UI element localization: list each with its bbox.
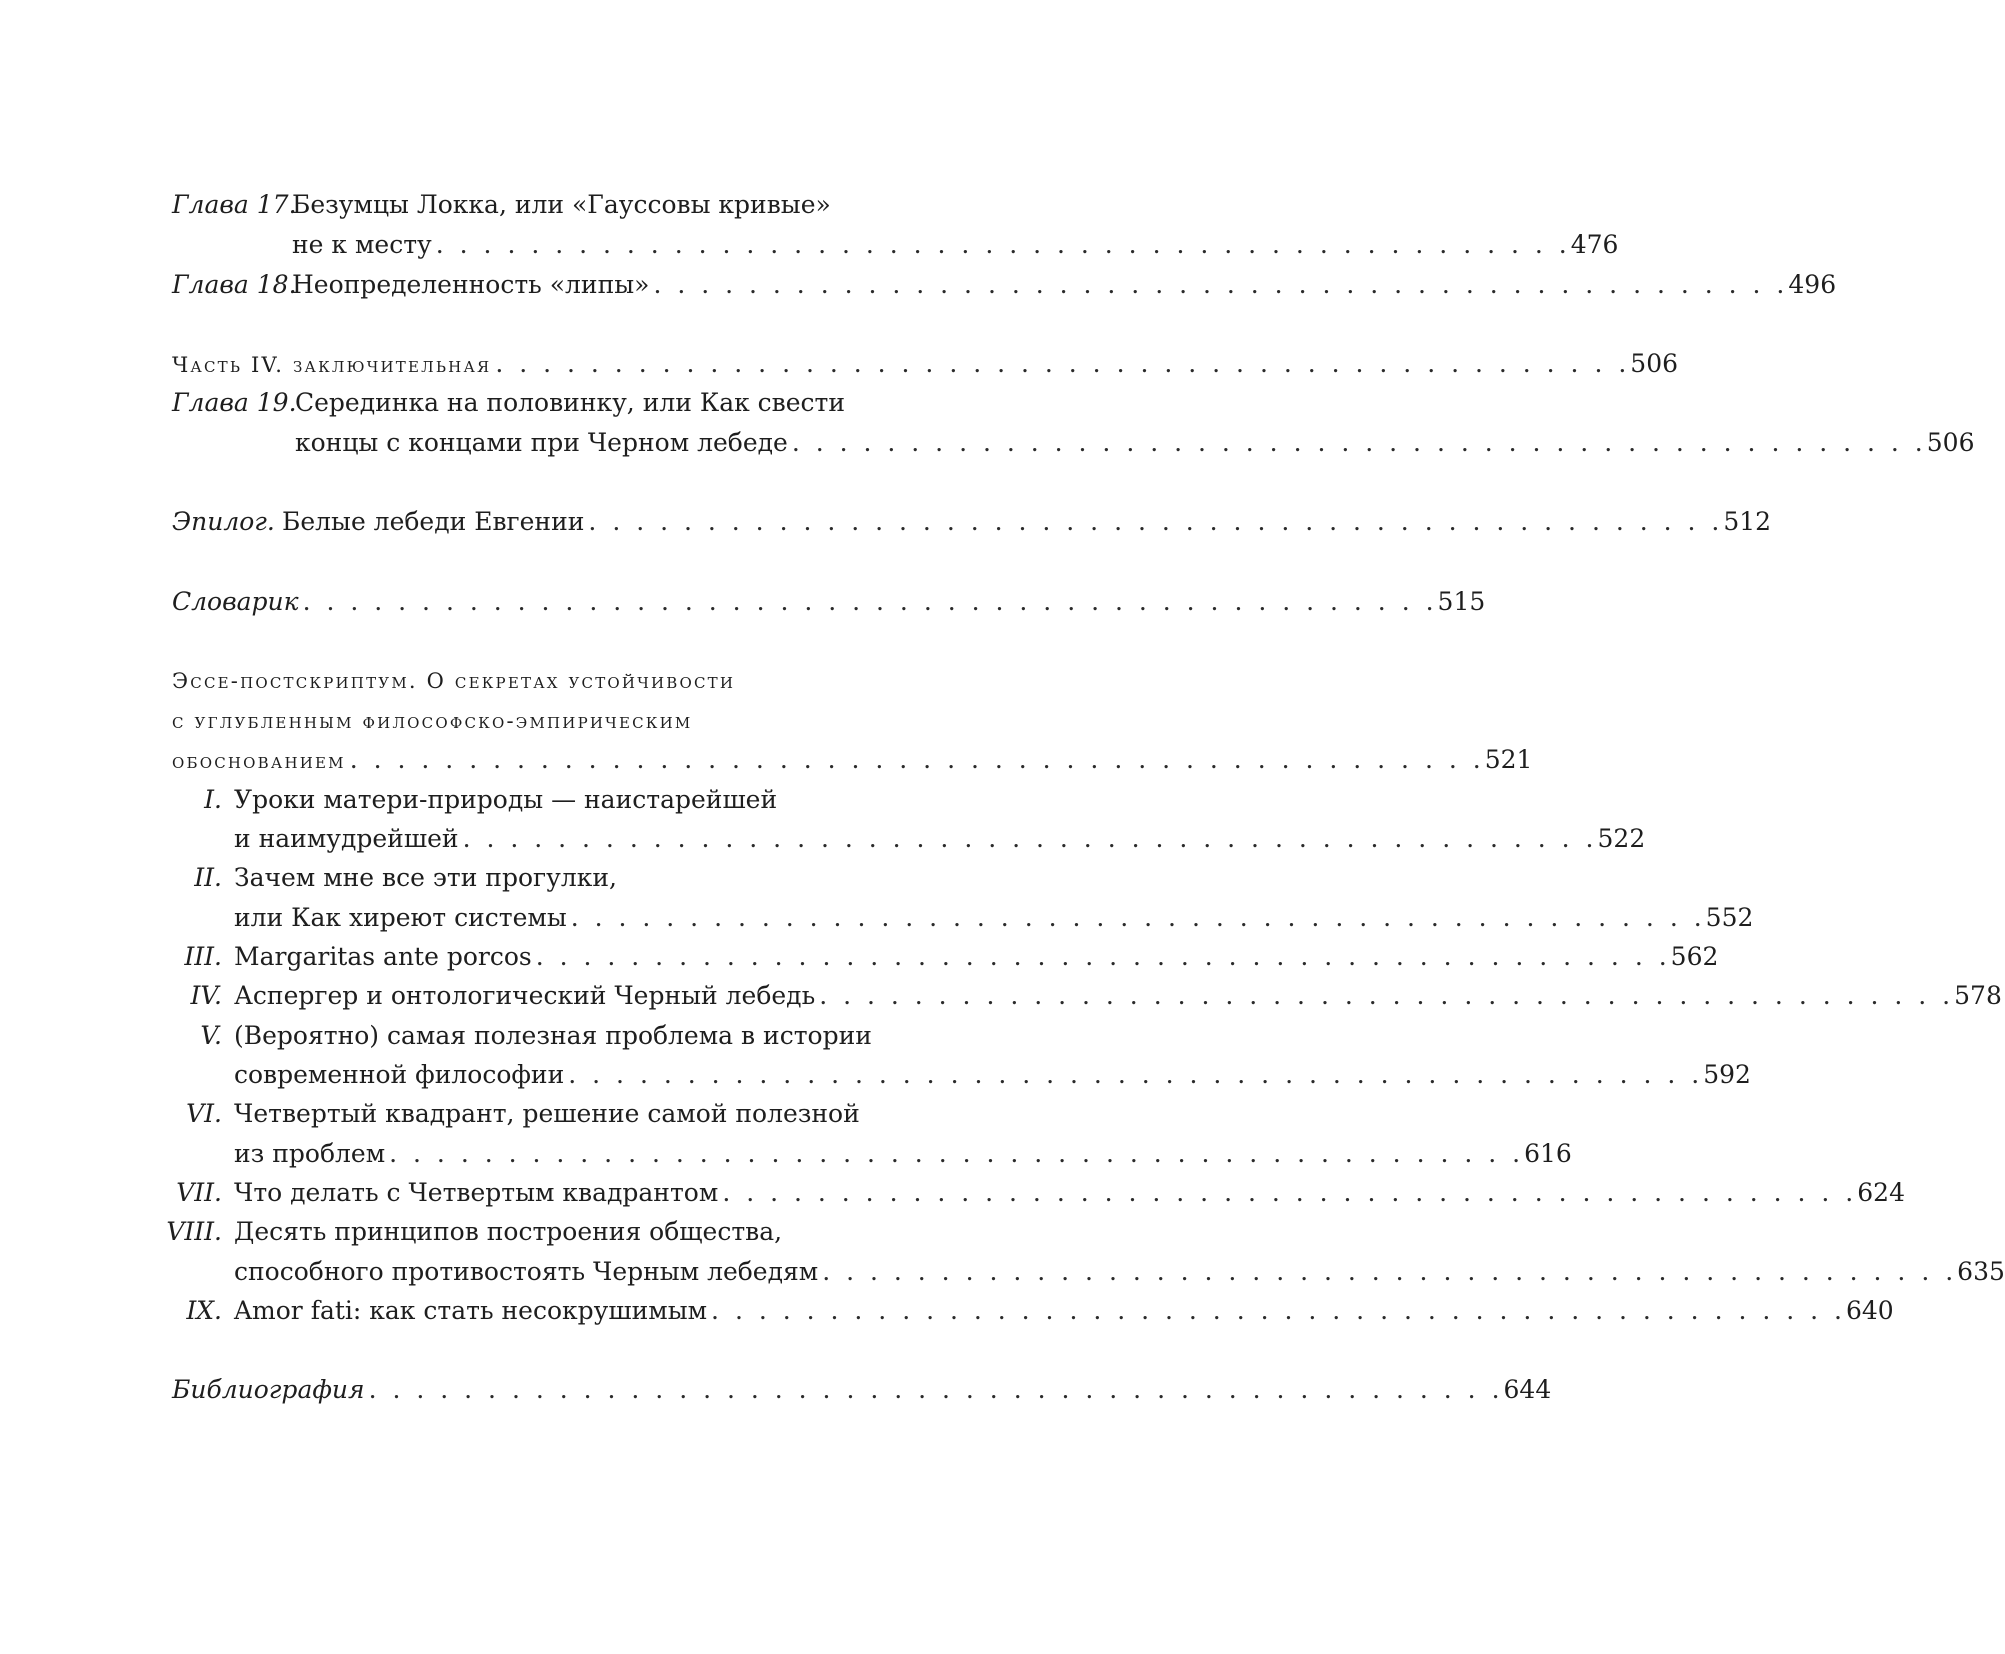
toc-entry-essay-IV [0,976,2002,1016]
page-number: 506 [1630,349,1679,378]
entry-title: Белые лебеди Евгении [282,507,585,536]
chapter-prefix: Эпилог. [172,507,275,536]
chapter-prefix: Глава 19. [172,388,297,417]
leader-dots: . . . . . . . . . . . . . . . . . . . . . . . . . . . . . . . . . . . . . . . . . . . . . . . . [389,1139,1525,1168]
page-number: 552 [1705,903,1754,932]
page-number: 521 [1484,745,1533,774]
page-number: 562 [1670,942,1719,971]
entry-title: современной философии [234,1060,565,1089]
entry-title: не к месту [292,230,432,259]
entry-title: способного противостоять Черным лебедям [234,1257,819,1286]
toc-entry-essay-V [0,1016,1024,1056]
entry-title: Безумцы Локка, или «Гауссовы кривые» [292,190,831,219]
entry-title: и наимудрейшей [234,824,459,853]
page-number: 515 [1437,587,1486,616]
toc-entry-essay-IX [0,1291,1894,1331]
page-number: 476 [1570,230,1619,259]
entry-title: из проблем [234,1139,386,1168]
entry-title: Зачем мне все эти прогулки, [234,863,617,892]
toc-entry-essay-VI-cont [0,1134,1572,1174]
toc-entry-essay-VIII-cont [0,1252,2005,1292]
toc-entry-essay-VIII [0,1212,1024,1252]
entry-title: Серединка на половинку, или Как свести [295,388,846,417]
page-number: 506 [1926,428,1975,457]
toc-entry-essay-II-cont [0,898,1754,938]
toc-entry-essay-cont [0,701,1024,741]
leader-dots: . . . . . . . . . . . . . . . . . . . . . . . . . . . . . . . . . . . . . . . . . . . . . . . . [568,1060,1704,1089]
leader-dots: . . . . . . . . . . . . . . . . . . . . . . . . . . . . . . . . . . . . . . . . . . . . . . . . [819,981,1955,1010]
entry-title: Аспергер и онтологический Черный лебедь [234,981,816,1010]
entry-title: (Вероятно) самая полезная проблема в истории [234,1021,872,1050]
toc-entry-bibliography [0,1370,1552,1410]
entry-title: Библиография [172,1375,365,1404]
page-number: 496 [1788,270,1837,299]
leader-dots: . . . . . . . . . . . . . . . . . . . . . . . . . . . . . . . . . . . . . . . . . . . . . . . . [711,1296,1846,1325]
entry-title: Десять принципов построения общества, [234,1217,783,1246]
page-number: 616 [1524,1139,1572,1168]
leader-dots: . . . . . . . . . . . . . . . . . . . . . . . . . . . . . . . . . . . . . . . . . . . . . . . . [435,230,1571,259]
toc-entry-essay-I [0,780,1024,820]
section-number: I. [204,785,222,814]
leader-dots: . . . . . . . . . . . . . . . . . . . . . . . . . . . . . . . . . . . . . . . . . . . . . . . . [302,587,1438,616]
entry-title: или Как хиреют системы [234,903,567,932]
leader-dots: . . . . . . . . . . . . . . . . . . . . . . . . . . . . . . . . . . . . . . . . . . . . . . . . [822,1257,1958,1286]
section-number: VII. [176,1178,222,1207]
page-number: 522 [1597,824,1646,853]
entry-title: Margaritas ante porcos [234,942,532,971]
toc-entry-part-4 [0,344,1679,384]
section-number: VIII. [166,1217,222,1246]
toc-entry-epilogue [0,502,1772,542]
leader-dots: . . . . . . . . . . . . . . . . . . . . . . . . . . . . . . . . . . . . . . . . . . . . . . . . [653,270,1789,299]
section-number: VI. [186,1099,222,1128]
toc-entry-glossary [0,582,1486,622]
entry-title: Словарик [172,587,299,616]
leader-dots: . . . . . . . . . . . . . . . . . . . . . . . . . . . . . . . . . . . . . . . . . . . . . . . . [349,745,1485,774]
toc-entry-essay-VII [0,1173,1905,1213]
page-number: 635 [1957,1257,2005,1286]
toc-entry-essay-cont [0,740,1533,780]
page-number: 644 [1503,1375,1552,1404]
page-number: 624 [1857,1178,1905,1207]
entry-title: Неопределенность «липы» [292,270,650,299]
toc-entry-essay-II [0,858,1024,898]
toc-entry-chapter-19-cont [0,423,1975,463]
section-number: IV. [190,981,222,1010]
toc-entry-chapter-17 [0,185,1024,225]
entry-title: Часть IV. заключительная [172,353,492,377]
leader-dots: . . . . . . . . . . . . . . . . . . . . . . . . . . . . . . . . . . . . . . . . . . . . . . . . [791,428,1927,457]
section-number: IX. [186,1296,222,1325]
entry-title: Что делать с Четвертым квадрантом [234,1178,719,1207]
leader-dots: . . . . . . . . . . . . . . . . . . . . . . . . . . . . . . . . . . . . . . . . . . . . . . . . [462,824,1598,853]
leader-dots: . . . . . . . . . . . . . . . . . . . . . . . . . . . . . . . . . . . . . . . . . . . . . . . . [722,1178,1858,1207]
page-number: 578 [1954,981,2002,1010]
leader-dots: . . . . . . . . . . . . . . . . . . . . . . . . . . . . . . . . . . . . . . . . . . . . . . . . [535,942,1671,971]
leader-dots: . . . . . . . . . . . . . . . . . . . . . . . . . . . . . . . . . . . . . . . . . . . . . . . . [495,349,1631,378]
toc-entry-essay-III [0,937,1719,977]
entry-title: Четвертый квадрант, решение самой полезной [234,1099,860,1128]
toc-entry-chapter-17-cont [0,225,1619,265]
entry-title: с углубленным философско-эмпирическим [172,709,693,733]
entry-title: Amor fati: как стать несокрушимым [234,1296,708,1325]
chapter-prefix: Глава 18. [172,270,297,299]
page-number: 592 [1703,1060,1751,1089]
toc-entry-chapter-19 [0,383,1024,423]
entry-title: Уроки матери-природы — наистарейшей [234,785,778,814]
toc-entry-essay-VI [0,1094,1024,1134]
entry-title: Эссе-постскриптум. О секретах устойчивости [172,669,736,693]
leader-dots: . . . . . . . . . . . . . . . . . . . . . . . . . . . . . . . . . . . . . . . . . . . . . . . . [368,1375,1504,1404]
entry-title: концы с концами при Черном лебеде [295,428,788,457]
page-number: 512 [1723,507,1772,536]
section-number: III. [184,942,222,971]
toc-entry-essay-V-cont [0,1055,1751,1095]
leader-dots: . . . . . . . . . . . . . . . . . . . . . . . . . . . . . . . . . . . . . . . . . . . . . . . . [588,507,1724,536]
chapter-prefix: Глава 17. [172,190,297,219]
section-number: V. [200,1021,222,1050]
section-number: II. [194,863,222,892]
leader-dots: . . . . . . . . . . . . . . . . . . . . . . . . . . . . . . . . . . . . . . . . . . . . . . . . [570,903,1706,932]
toc-entry-chapter-18 [0,265,1837,305]
entry-title: обоснованием [172,749,346,773]
toc-entry-essay [0,661,1024,701]
page-number: 640 [1846,1296,1894,1325]
toc-entry-essay-I-cont [0,819,1646,859]
